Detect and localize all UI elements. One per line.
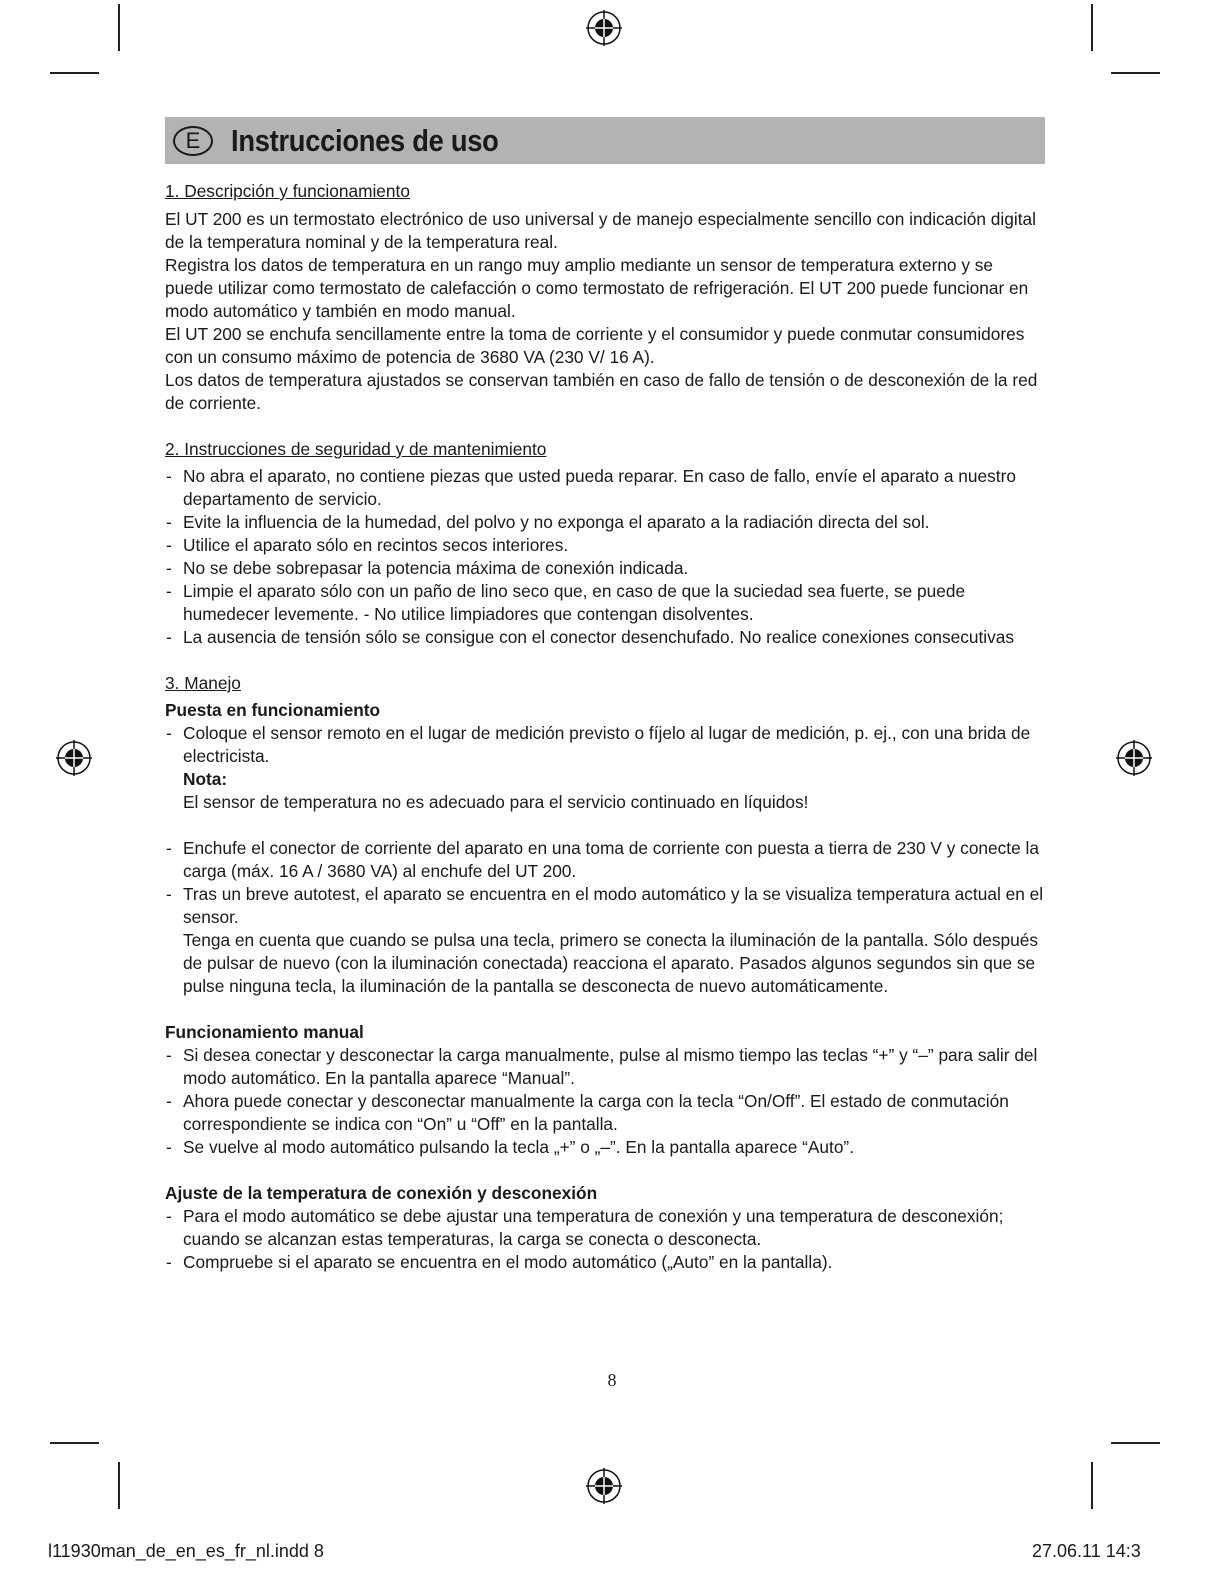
startup-list-continued [165, 837, 1045, 998]
list-item: - La ausencia de tensión sólo se consigue con el conector desenchufado. No realice conexiones consecutivas [165, 626, 1045, 649]
switching-list [165, 1205, 1045, 1274]
crop-mark [50, 72, 99, 74]
document-body [165, 180, 1045, 1274]
paragraph: El UT 200 es un termostato electrónico de uso universal y de manejo especialmente sencillo con indicación digital de la temperatura nominal y de la temperatura real. [165, 209, 1036, 252]
footer-file-name: l11930man_de_en_es_fr_nl.indd 8 [48, 1541, 324, 1561]
crop-mark [1111, 72, 1160, 74]
section-heading-safety: 2. Instrucciones de seguridad y de mantenimiento [165, 439, 547, 459]
paragraph: Registra los datos de temperatura en un rango muy amplio mediante un sensor de temperatura externo y se puede utilizar como termostato de calefacción o como termostato de refrigeración. El UT 200 puede funcionar en modo automático y también en modo manual. [165, 255, 1029, 321]
note-text: El sensor de temperatura no es adecuado para el servicio continuado en líquidos! [183, 792, 809, 812]
list-item: - No abra el aparato, no contiene piezas que usted pueda reparar. En caso de fallo, envíe el aparato a nuestro departamento de servicio. [165, 465, 1045, 511]
list-item [165, 722, 1045, 814]
language-badge [173, 126, 213, 156]
list-item: - Compruebe si el aparato se encuentra en el modo automático („Auto” en la pantalla). [165, 1251, 1045, 1274]
footer-date-time: 27.06.11 14:3 [1032, 1541, 1141, 1561]
registration-mark-icon [54, 738, 94, 778]
list-item: - Enchufe el conector de corriente del aparato en una toma de corriente con puesta a tierra de 230 V y conecte la carga (máx. 16 A / 3680 VA) al enchufe del UT 200. [165, 837, 1045, 883]
safety-list [165, 465, 1045, 649]
subheading-switching: Ajuste de la temperatura de conexión y desconexión [165, 1183, 598, 1203]
page-number: 8 [607, 1370, 617, 1390]
manual-list [165, 1044, 1045, 1159]
crop-mark [1111, 1442, 1160, 1444]
registration-mark-icon [584, 8, 624, 48]
list-item-text: Tenga en cuenta que cuando se pulsa una tecla, primero se conecta la iluminación de la pantalla. Sólo después de pulsar de nuevo (con la iluminación conectada) reacciona el aparato. Pasados algunos segundos sin que se pulse ninguna tecla, la iluminación de la pantalla se desconecta de nuevo automáticamente. [183, 930, 1039, 996]
list-item: - Evite la influencia de la humedad, del polvo y no exponga el aparato a la radiación directa del sol. [165, 511, 1045, 534]
list-item: - Si desea conectar y desconectar la carga manualmente, pulse al mismo tiempo las teclas “+” y “–” para salir del modo automático. En la pantalla aparece “Manual”. [165, 1044, 1045, 1090]
list-item: - No se debe sobrepasar la potencia máxima de conexión indicada. [165, 557, 1045, 580]
list-item: - Utilice el aparato sólo en recintos secos interiores. [165, 534, 1045, 557]
crop-mark [50, 1442, 99, 1444]
page-title: Instrucciones de uso [231, 122, 499, 158]
list-item [165, 883, 1045, 998]
crop-mark [118, 1462, 120, 1509]
header-band [165, 117, 1045, 164]
section-heading-description: 1. Descripción y funcionamiento [165, 181, 410, 201]
note-label: Nota: [183, 769, 228, 789]
list-item: - Ahora puede conectar y desconectar manualmente la carga con la tecla “On/Off”. El estado de conmutación correspondiente se indica con “On” u “Off” en la pantalla. [165, 1090, 1045, 1136]
paragraph: Los datos de temperatura ajustados se conservan también en caso de fallo de tensión o de desconexión de la red de corriente. [165, 370, 1038, 413]
list-item: - Se vuelve al modo automático pulsando la tecla „+” o „–”. En la pantalla aparece “Auto”. [165, 1136, 1045, 1159]
registration-mark-icon [1114, 738, 1154, 778]
subheading-startup: Puesta en funcionamiento [165, 700, 381, 720]
startup-list [165, 722, 1045, 814]
paragraph: El UT 200 se enchufa sencillamente entre la toma de corriente y el consumidor y puede conmutar consumidores con un consumo máximo de potencia de 3680 VA (230 V/ 16 A). [165, 324, 1025, 367]
registration-mark-icon [584, 1466, 624, 1506]
list-item-text: - Coloque el sensor remoto en el lugar de medición previsto o fíjelo al lugar de medición, p. ej., con una brida de electricista. [183, 723, 1031, 766]
crop-mark [1091, 4, 1093, 51]
crop-mark [118, 4, 120, 51]
language-code: E [185, 127, 201, 153]
list-item: - Para el modo automático se debe ajustar una temperatura de conexión y una temperatura de desconexión; cuando se alcanzan estas temperaturas, la carga se conecta o desconecta. [165, 1205, 1045, 1251]
list-item-text: - Tras un breve autotest, el aparato se encuentra en el modo automático y la se visualiza temperatura actual en el sensor. [183, 884, 1044, 927]
crop-mark [1091, 1462, 1093, 1509]
list-item: - Limpie el aparato sólo con un paño de lino seco que, en caso de que la suciedad sea fuerte, se puede humedecer levemente. - No utilice limpiadores que contengan disolventes. [165, 580, 1045, 626]
section-heading-operation: 3. Manejo [165, 673, 241, 693]
subheading-manual: Funcionamiento manual [165, 1022, 364, 1042]
